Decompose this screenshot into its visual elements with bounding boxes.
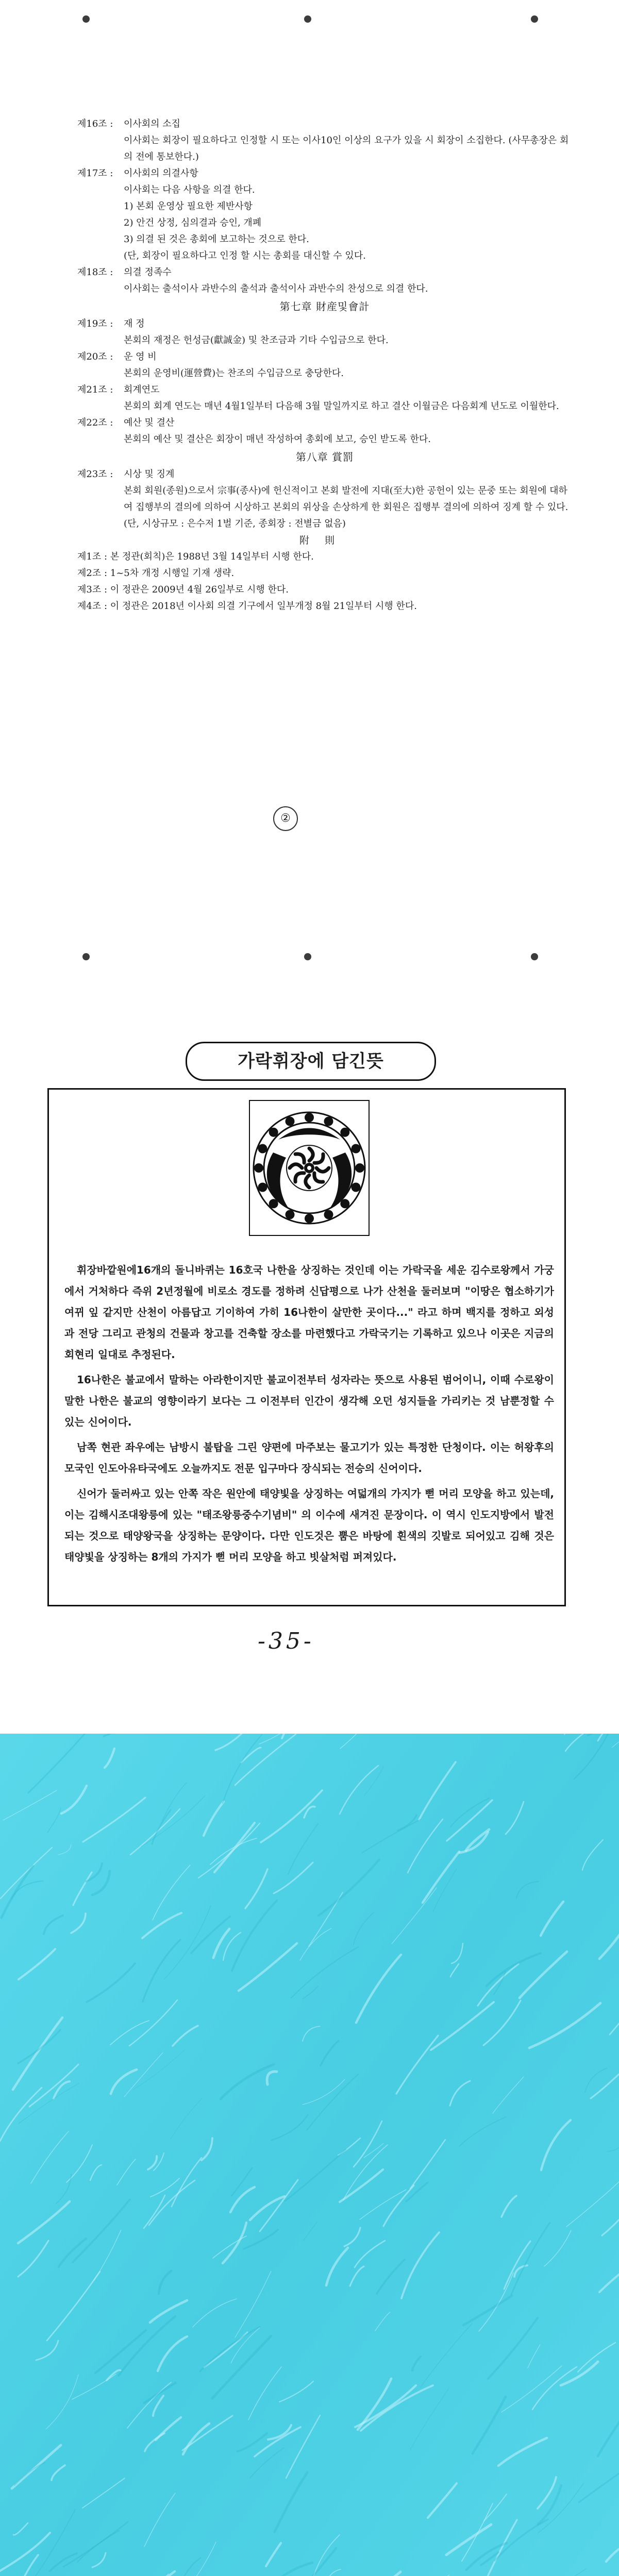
article-text: 이사회는 출석이사 과반수의 출석과 출석이사 과반수의 찬성으로 의결 한다. [124,283,428,294]
article-heading [77,264,572,281]
description-paragraph: 신어가 둘러싸고 있는 안쪽 작은 원안에 태양빛을 상징하는 여덟개의 가지가 뻗 머리 모양을 하고 있는데, 이는 김해시조대왕릉에 있는 "태조왕릉중수기념비" 의 이수에 새겨진 문장이다. 이 역시 인도지방에서 발전되는 것으로 태양왕국을 상징하는 문양이다. 다만 인도것은 뿜은 바탕에 흰색의 깃발로 되어있고 김해 것은 태양빛을 상징하는 8개의 가지가 뻗 머리 모양을 하고 빗살처럼 퍼져있다. [64,1487,554,1563]
article-text: 본회 회원(종원)으로서 宗事(종사)에 헌신적이고 본회 발전에 지대(至大)한 공헌이 있는 문중 또는 회원에 대하여 집행부의 결의에 의하여 시상하고 본회의 위상을 손상하게 한 회원은 집행부 결의에 의하여 징계 할 수 있다. [124,485,568,513]
emblem-tooth [286,1210,295,1219]
article-title: 이사회의 소집 [124,118,181,129]
article-heading [77,382,572,398]
article-text: 본회의 회계 연도는 매년 4월1일부터 다음해 3월 말일까지로 하고 결산 이월금은 다음회계 년도로 이월한다. [124,401,559,412]
description-paragraph: 16나한은 불교에서 말하는 아라한이지만 불교이전부터 성자라는 뜻으로 사용된 범어이니, 이때 수로왕이 말한 나한은 불교의 영향이라기 보다는 그 이전부터 인간이 생각해 오던 성지들을 가리키는 것 남뿐정할 수 있는 신어이다. [64,1374,554,1428]
article-heading [77,349,572,365]
binding-hole [304,15,311,23]
article-title: 의결 정족수 [124,267,172,278]
handwritten-page-number: -35- [258,1628,314,1654]
content-frame [47,1088,566,1606]
appendix-heading: 附則 [299,535,350,546]
cover-texture [0,1734,619,2576]
emblem-tooth [324,1117,333,1126]
emblem-tooth [258,1183,267,1192]
article-number: 제17조 : [77,168,113,179]
article-heading [77,316,572,332]
article-title: 예산 및 결산 [124,417,175,428]
article-number: 제23조 : [77,469,113,480]
binding-hole [304,953,311,960]
emblem-tooth [305,1214,314,1223]
article-text: 본회의 예산 및 결산은 회장이 매년 작성하여 총회에 보고, 승인 받도록 한다. [124,434,431,445]
page-number-circle: ② [273,806,298,831]
appendix-item: 제1조 : 본 정관(회칙)은 1988년 3월 14일부터 시행 한다. [77,551,314,562]
article-text: 2) 안건 상정, 심의결과 승인, 개폐 [124,217,262,228]
emblem-tooth [355,1163,364,1173]
binding-hole [82,953,90,960]
article-number: 제20조 : [77,351,113,362]
appendix-item: 제3조 : 이 정관은 2009년 4월 26일부로 시행 한다. [77,584,289,595]
article-text: 본회의 운영비(運營費)는 찬조의 수입금으로 충당한다. [124,368,344,379]
emblem-tooth [352,1183,361,1192]
binding-hole [82,15,90,23]
article-text: 이사회는 회장이 필요하다고 인정할 시 또는 이사10인 이상의 요구가 있을 시 회장이 소집한다. (사무총장은 회의 전에 통보한다.) [124,135,569,162]
article-text: (단, 회장이 필요하다고 인정 할 시는 총회를 대신할 수 있다. [124,250,366,261]
article-text: 이사회는 다음 사항을 의결 한다. [124,184,255,195]
article-text: (단, 시상규모 : 은수저 1벌 기준, 종회장 : 전별금 없음) [124,518,346,529]
article-title: 회계연도 [124,384,160,395]
article-title: 운 영 비 [124,351,157,362]
article-title: 시상 및 징계 [124,469,175,480]
emblem-page [0,907,619,1734]
emblem-tooth [254,1163,263,1173]
binding-hole [531,953,538,960]
description-paragraph: 남쪽 현관 좌우에는 남방시 불탑을 그린 양편에 마주보는 물고기가 있는 특정한 단청이다. 이는 허왕후의 모국인 인도아유타국에도 오늘까지도 전문 입구마다 장식되는 전승의 신어이다. [64,1441,554,1475]
emblem-description [64,1260,554,1572]
emblem-tooth [324,1210,333,1219]
description-paragraph: 휘장바깥원에16개의 돌니바퀴는 16호국 나한을 상징하는 것인데 이는 가락국을 세운 김수로왕께서 가궁에서 거처하다 즉위 2년정월에 비로소 경도를 정하려 신답평으로 나가 산천을 둘러보며 "이땅은 협소하기가 여뀌 잎 같지만 산천이 아름답고 기이하여 가히 16나한이 살만한 곳이다..." 라고 하며 백지를 정하고 외성과 전당 그리고 관청의 건물과 창고를 건축할 장소를 마련했다고 가락국기는 기록하고 있으나 이곳은 지금의 회현리 일대로 추정된다. [64,1264,554,1361]
article-number: 제18조 : [77,267,113,278]
chapter-7-heading: 第七章 財産및會計 [279,300,370,313]
article-heading [77,116,572,132]
appendix-item: 제2조 : 1~5차 개정 시행일 기재 생략. [77,568,235,579]
article-heading [77,165,572,182]
rules-page [0,0,619,907]
article-title: 재 정 [124,318,145,329]
chapter-8-heading: 第八章 賞罰 [295,451,354,463]
article-number: 제16조 : [77,118,113,129]
emblem-image [249,1100,370,1236]
blue-cover-page [0,1734,619,2576]
emblem-tooth [305,1113,314,1122]
emblem-tooth [352,1144,361,1154]
article-number: 제21조 : [77,384,113,395]
article-title: 이사회의 의결사항 [124,168,198,179]
gaya-emblem-icon [250,1101,369,1235]
emblem-tooth [258,1144,267,1154]
emblem-tooth [286,1117,295,1126]
article-text: 1) 본회 운영상 필요한 제반사항 [124,201,253,212]
article-group-awards [77,466,572,532]
article-group-board [77,116,572,297]
appendix-list [77,549,572,615]
article-text: 본회의 재정은 헌성금(獻誠金) 및 찬조금과 기타 수입금으로 한다. [124,335,389,346]
binding-hole [531,15,538,23]
article-number: 제19조 : [77,318,113,329]
article-group-finance [77,316,572,448]
appendix-item: 제4조 : 이 정관은 2018년 이사회 의결 기구에서 일부개정 8월 21일부터 시행 한다. [77,601,417,612]
article-text: 3) 의결 된 것은 총회에 보고하는 것으로 한다. [124,234,309,245]
article-number: 제22조 : [77,417,113,428]
page-title: 가락휘장에 담긴뜻 [186,1042,436,1081]
article-heading [77,466,572,483]
articles-section [77,116,572,615]
article-heading [77,415,572,431]
